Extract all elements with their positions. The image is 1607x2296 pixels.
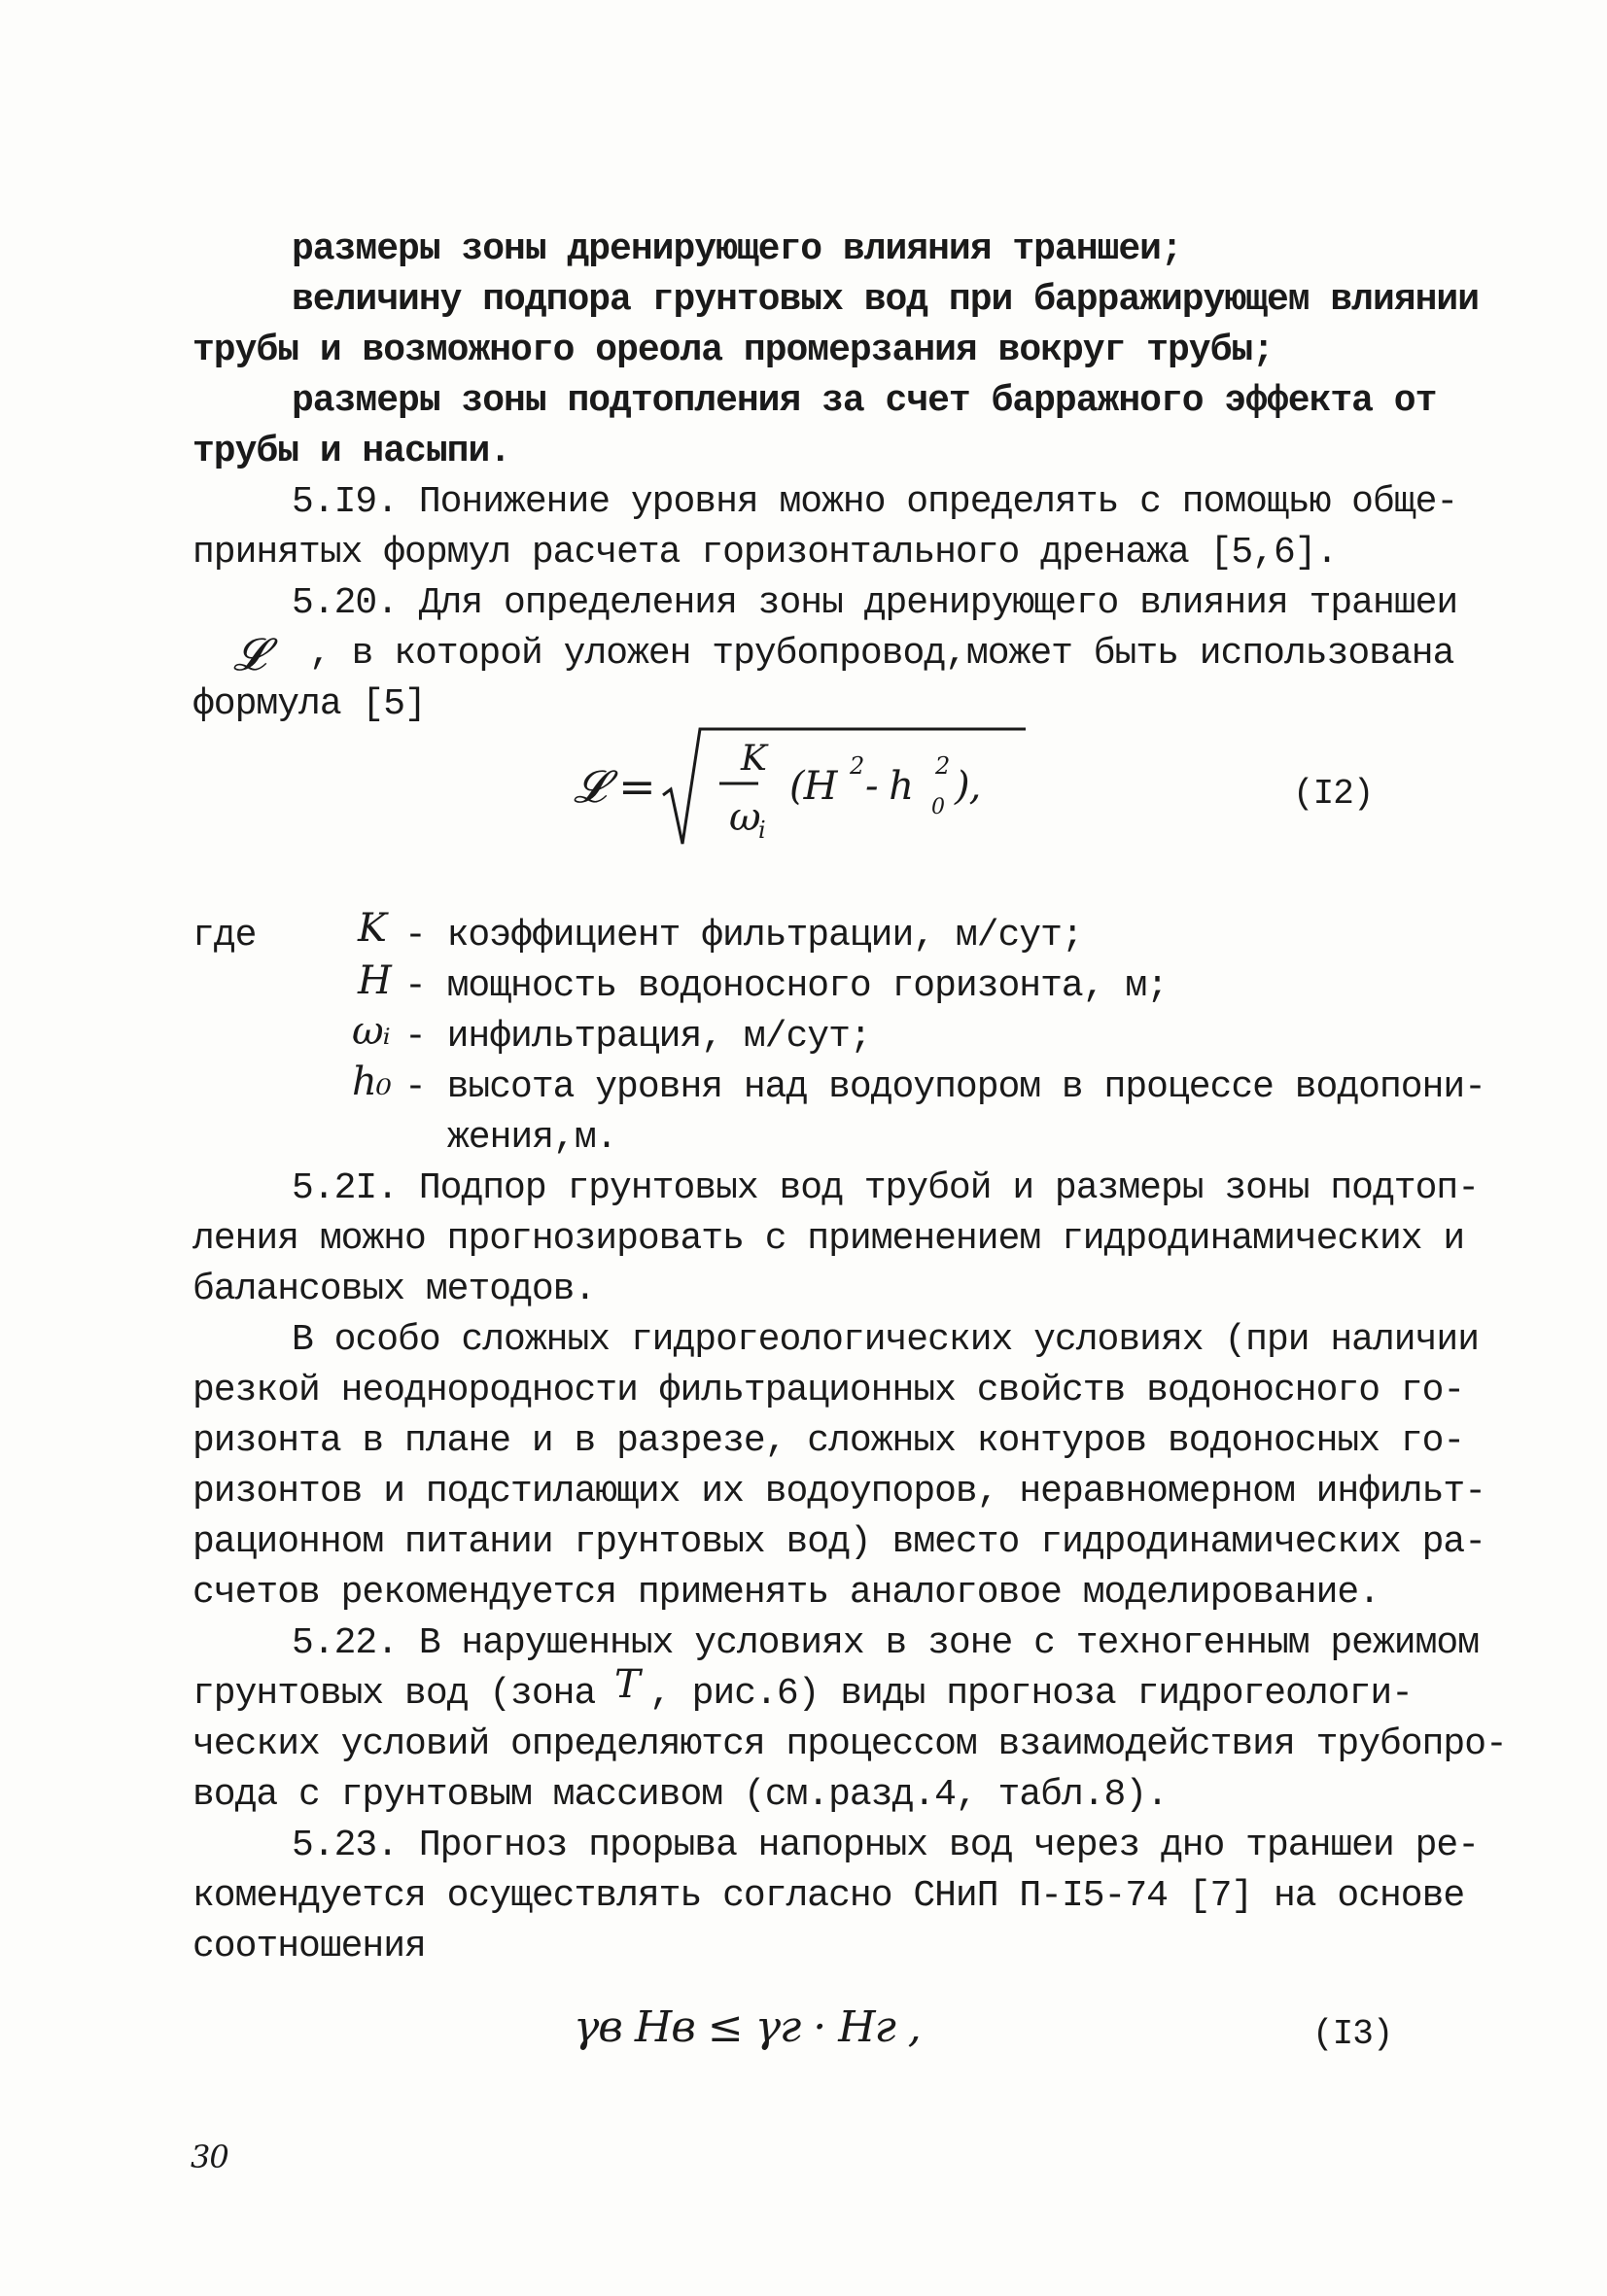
where-symbol: ωᵢ	[352, 1009, 390, 1054]
text-line: трубы и насыпи.	[192, 431, 511, 472]
where-label: где	[192, 915, 257, 957]
formula-paren-open: (H	[789, 764, 837, 809]
where-text: - высота уровня над водоупором в процессе водопони-	[404, 1066, 1485, 1108]
where-symbol: K	[358, 906, 386, 951]
text-line: 5.22. В нарушенных условиях в зоне с техногенным режимом	[292, 1622, 1480, 1664]
text-line: размеры зоны подтопления за счет барражного эффекта от	[292, 380, 1437, 422]
text-line: 5.2I. Подпор грунтовых вод трубой и размеры зоны подтоп-	[292, 1167, 1480, 1209]
text-line: величину подпора грунтовых вод при барражирующем влиянии	[292, 279, 1480, 321]
where-symbol: h₀	[352, 1060, 391, 1104]
formula-paren-close: ),	[955, 764, 981, 809]
text-line: резкой неоднородности фильтрационных свойств водоносного го-	[192, 1370, 1465, 1411]
text-line: 5.23. Прогноз прорыва напорных вод через дно траншеи ре-	[292, 1825, 1480, 1866]
text-line: рационном питании грунтовых вод) вместо гидродинамических ра-	[192, 1521, 1486, 1563]
where-text: - инфильтрация, м/сут;	[404, 1016, 871, 1058]
zone-symbol: T	[614, 1662, 640, 1707]
text-line: ризонтов и подстилающих их водоупоров, неравномерном инфильт-	[192, 1471, 1486, 1513]
text-line: вода с грунтовым массивом (см.разд.4, табл.8).	[192, 1774, 1168, 1816]
text-line: грунтовых вод (зона	[192, 1673, 596, 1715]
text-line: трубы и возможного ореола промерзания вокруг трубы;	[192, 330, 1274, 371]
text-line: ления можно прогнозировать с применением гидродинамических и	[192, 1218, 1465, 1260]
formula-omega: ω	[729, 795, 760, 840]
page-number: 30	[191, 2139, 228, 2175]
text-line: 5.I9. Понижение уровня можно определять с помощью обще-	[292, 481, 1458, 523]
text-line: комендуется осуществлять согласно СНиП П-I5-74 [7] на основе	[192, 1875, 1465, 1917]
text-line: , рис.6) виды прогноза гидрогеологи-	[649, 1673, 1413, 1715]
text-line: размеры зоны дренирующего влияния траншеи;	[292, 228, 1182, 270]
text-line: 5.20. Для определения зоны дренирующего влияния траншеи	[292, 582, 1458, 624]
text-line: балансовых методов.	[192, 1269, 596, 1310]
formula-minus-h: - h	[865, 764, 913, 809]
text-line: ризонта в плане и в разрезе, сложных контуров водоносных го-	[192, 1420, 1465, 1462]
text-line: ческих условий определяются процессом взаимодействия трубопро-	[192, 1723, 1507, 1765]
text-line: счетов рекомендуется применять аналоговое моделирование.	[192, 1572, 1380, 1614]
where-continuation: жения,м.	[447, 1117, 617, 1159]
text-line: , в которой уложен трубопровод,может быть использована	[309, 633, 1454, 675]
text-line: соотношения	[192, 1926, 426, 1967]
formula-sq1: 2	[850, 752, 864, 780]
where-text: - мощность водоносного горизонта, м;	[404, 965, 1168, 1007]
formula-12	[574, 719, 1040, 855]
formula-sq2: 2	[935, 752, 950, 780]
text-line: принятых формул расчета горизонтального дренажа [5,6].	[192, 532, 1338, 574]
formula-sub0: 0	[931, 795, 944, 819]
where-symbol: H	[358, 958, 391, 1003]
text-line: В особо сложных гидрогеологических условиях (при наличии	[292, 1319, 1480, 1361]
formula-K: K	[741, 739, 766, 779]
formula-13: γв Hв ≤ γг · Hг ,	[574, 2002, 921, 2052]
symbol-L: 𝓛	[233, 628, 265, 680]
text-line: формула [5]	[192, 683, 426, 725]
equation-number-12: (I2)	[1293, 774, 1374, 814]
formula-i: i	[758, 817, 765, 844]
equation-number-13: (I3)	[1312, 2014, 1393, 2054]
formula-lhs: 𝓛 =	[574, 760, 655, 813]
where-text: - коэффициент фильтрации, м/сут;	[404, 915, 1083, 957]
